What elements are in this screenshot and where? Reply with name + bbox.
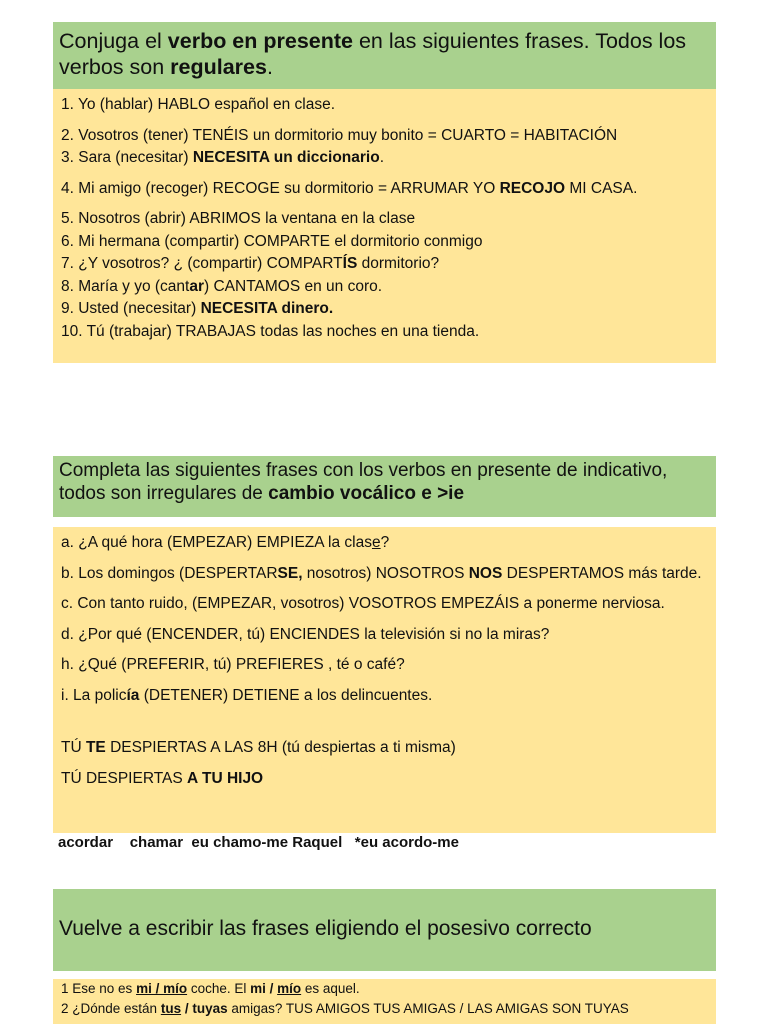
- bold-segment: A TU HIJO: [187, 769, 264, 787]
- bold-segment: verbo en presente: [167, 29, 353, 53]
- bold-segment: RECOJO: [499, 179, 566, 197]
- vocabulary-note: acordar chamar eu chamo-me Raquel *eu acordo-me: [58, 834, 459, 851]
- bold-segment: / tuyas: [181, 1001, 228, 1016]
- exercise1-instructions: Conjuga el verbo en presente en las siguientes frases. Todos los verbos son regulares.: [53, 22, 716, 89]
- bold-segment: NECESITA dinero.: [200, 300, 334, 317]
- exercise2-line-a: a. ¿A qué hora (EMPEZAR) EMPIEZA la clase?: [61, 534, 390, 551]
- exercise1-line-5: 5. Nosotros (abrir) ABRIMOS la ventana en la clase: [61, 210, 416, 227]
- bold-segment: NECESITA un diccionario: [192, 149, 380, 166]
- exercise1-line-9: 9. Usted (necesitar) NECESITA dinero.: [61, 300, 334, 317]
- exercise2-instructions: Completa las siguientes frases con los verbos en presente de indicativo, todos son irregulares de cambio vocálico e >ie: [53, 456, 716, 517]
- exercise1-line-7: 7. ¿Y vosotros? ¿ (compartir) COMPARTÍS dormitorio?: [61, 255, 440, 272]
- exercise2-line-h: h. ¿Qué (PREFERIR, tú) PREFIERES , té o café?: [61, 656, 405, 673]
- exercise3-line-1: 1 Ese no es mi / mío coche. El mi / mío es aquel.: [61, 981, 360, 996]
- exercise2-line-te: TÚ TE DESPIERTAS A LAS 8H (tú despiertas a ti misma): [61, 739, 456, 756]
- bold-segment: SE,: [277, 564, 303, 582]
- exercise2-line-b: b. Los domingos (DESPERTARSE, nosotros) NOSOTROS NOS DESPERTAMOS más tarde.: [61, 564, 702, 582]
- bold-segment: ía: [126, 686, 140, 704]
- exercise2-line-c: c. Con tanto ruido, (EMPEZAR, vosotros) VOSOTROS EMPEZÁIS a ponerme nerviosa.: [61, 595, 665, 612]
- exercise3-instructions: Vuelve a escribir las frases eligiendo el posesivo correcto: [53, 889, 716, 971]
- bold-segment: cambio vocálico e >ie: [268, 482, 465, 504]
- exercise1-line-1: 1. Yo (hablar) HABLO español en clase.: [61, 96, 336, 113]
- exercise3-line-2: 2 ¿Dónde están tus / tuyas amigas? TUS AMIGOS TUS AMIGAS / LAS AMIGAS SON TUYAS: [61, 1001, 629, 1016]
- bold-segment: regulares: [170, 54, 267, 79]
- exercise1-line-2: 2. Vosotros (tener) TENÉIS un dormitorio muy bonito = CUARTO = HABITACIÓN: [61, 126, 618, 144]
- exercise2-line-i: i. La policía (DETENER) DETIENE a los delincuentes.: [61, 686, 433, 704]
- bold-segment: tus: [160, 1001, 182, 1016]
- bold-segment: NOS: [468, 564, 503, 582]
- exercise1-line-3: 3. Sara (necesitar) NECESITA un diccionario.: [61, 149, 385, 166]
- bold-segment: mío: [277, 981, 302, 996]
- bold-segment: ar: [189, 277, 205, 295]
- exercise3-answers: [53, 979, 716, 1024]
- exercise1-line-6: 6. Mi hermana (compartir) COMPARTE el dormitorio conmigo: [61, 232, 483, 250]
- bold-segment: ÍS: [342, 255, 358, 272]
- bold-segment: mi / mío: [136, 981, 188, 996]
- exercise1-line-4: 4. Mi amigo (recoger) RECOGE su dormitorio = ARRUMAR YO RECOJO MI CASA.: [61, 179, 638, 197]
- underlined-segment: e: [371, 534, 381, 551]
- exercise2-line-hijo: TÚ DESPIERTAS A TU HIJO: [61, 769, 264, 787]
- exercise2-line-d: d. ¿Por qué (ENCENDER, tú) ENCIENDES la televisión si no la miras?: [61, 625, 550, 643]
- exercise1-line-8: 8. María y yo (cantar) CANTAMOS en un coro.: [61, 277, 383, 295]
- bold-segment: mi /: [250, 981, 278, 996]
- exercise1-answers: [53, 89, 716, 363]
- bold-segment: TE: [85, 739, 106, 756]
- exercise1-line-10: 10. Tú (trabajar) TRABAJAS todas las noches en una tienda.: [61, 322, 480, 340]
- exercise2-answers: [53, 527, 716, 833]
